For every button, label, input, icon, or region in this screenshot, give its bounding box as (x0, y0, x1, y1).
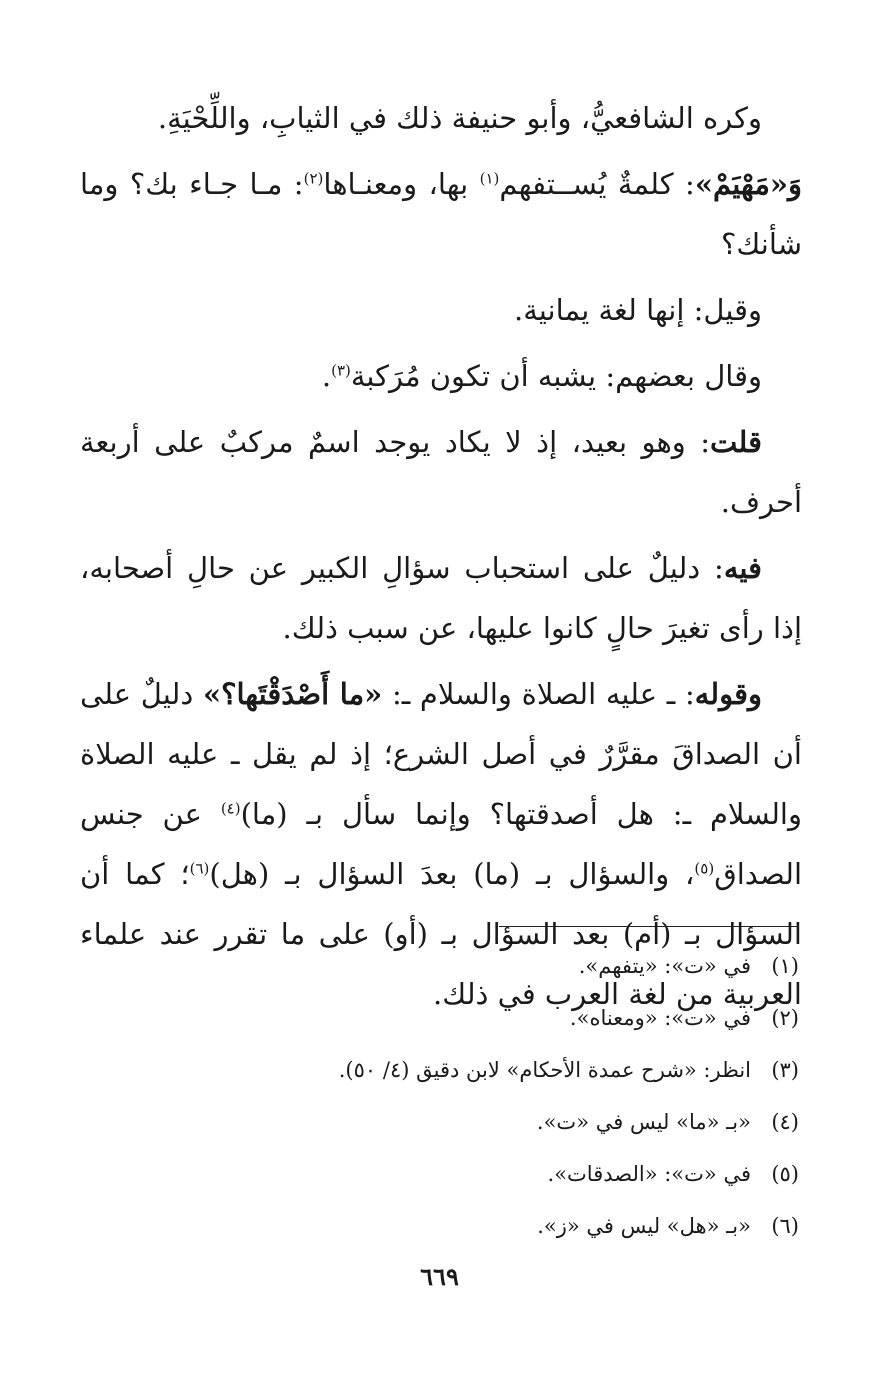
paragraph-2-text-2: بها، ومعنـاها (323, 167, 480, 201)
paragraph-1 (80, 88, 802, 148)
paragraph-7-text-5: ؛ كما أن السؤال بـ (أم) بعد السؤال بـ (أو) على ما تقرر عند علماء العربية من لغة العرب في ذلك. (80, 857, 802, 1011)
paragraph-2-text-3: : مـا جـاء بك؟ وما شأنك؟ (80, 167, 802, 261)
footnote-1 (77, 940, 799, 992)
label-fihi: فيه (723, 551, 762, 585)
paragraph-7-text-2: دليلٌ على أن الصداقَ مقرَّرٌ في أصل الشرع؛ إذ لم يقل ـ عليه الصلاة والسلام ـ: هل أصدقتها؟ وإنما سأل بـ (ما) (80, 677, 802, 831)
footnote-number: (٥) (771, 1162, 799, 1186)
footnote-number: (٤) (771, 1110, 799, 1134)
footnotes (77, 940, 799, 1252)
footnote-text: في «ت»: «يتفهم». (578, 954, 751, 978)
paragraph-2 (80, 154, 802, 274)
term-mahyam: وَ«مَهْيَمْ» (694, 167, 803, 201)
paragraph-6-text: : دليلٌ على استحباب سؤالِ الكبير عن حالِ أصحابه، إذا رأى تغيرَ حالٍ كانوا عليها، عن سبب ذلك. (80, 551, 802, 645)
footnote-number: (٣) (771, 1058, 799, 1082)
footnote-text: «بـ «هل» ليس في «ز». (537, 1214, 751, 1238)
paragraph-3-text: وقيل: إنها لغة يمانية. (514, 293, 762, 327)
footnote-3 (77, 1044, 799, 1096)
footnote-4 (77, 1096, 799, 1148)
footnote-ref-6: (٦) (189, 859, 210, 878)
label-waqawluhu: وقوله (694, 677, 762, 711)
footnote-number: (١) (771, 954, 799, 978)
footnote-5 (77, 1148, 799, 1200)
footnote-text: «بـ «ما» ليس في «ت». (536, 1110, 751, 1134)
paragraph-4 (80, 346, 802, 406)
paragraph-1-text: وكره الشافعيُّ، وأبو حنيفة ذلك في الثيابِ، واللِّحْيَةِ. (157, 101, 762, 135)
footnote-ref-1: (١) (479, 169, 500, 188)
footnote-text: في «ت»: «الصدقات». (547, 1162, 751, 1186)
footnote-text: في «ت»: «ومعناه». (569, 1006, 751, 1030)
footnote-separator (499, 926, 799, 927)
paragraph-5 (80, 412, 802, 532)
footnote-ref-3: (٣) (331, 361, 351, 380)
hadith-quote: «ما أَصْدَقْتَها؟» (202, 677, 383, 711)
paragraph-4-text-2: . (321, 359, 332, 393)
footnote-number: (٢) (771, 1006, 799, 1030)
paragraph-7-text-4: ، والسؤال بـ (ما) بعدَ السؤال بـ (هل) (209, 857, 695, 891)
footnote-ref-5: (٥) (694, 859, 715, 878)
footnote-ref-4: (٤) (220, 799, 241, 818)
footnote-6 (77, 1200, 799, 1252)
paragraph-3 (80, 280, 802, 340)
label-qult: قلت (710, 425, 762, 459)
main-text (80, 88, 802, 1030)
paragraph-6 (80, 538, 802, 658)
footnote-number: (٦) (771, 1214, 799, 1238)
paragraph-2-text-1: : كلمةٌ يُســتفهم (499, 167, 695, 201)
page-number: ٦٦٩ (420, 1262, 459, 1291)
footnote-2 (77, 992, 799, 1044)
paragraph-7-text-3: عن جنس الصداق (80, 797, 803, 891)
footnote-text: انظر: «شرح عمدة الأحكام» لابن دقيق (٤/ ٥٠). (338, 1058, 751, 1082)
paragraph-4-text-1: وقال بعضهم: يشبه أن تكون مُرَكبة (350, 359, 762, 393)
footnote-ref-2: (٢) (303, 169, 324, 188)
paragraph-7-text-1: : ـ عليه الصلاة والسلام ـ: (382, 677, 695, 711)
paragraph-5-text: : وهو بعيد، إذ لا يكاد يوجد اسمٌ مركبٌ على أربعة أحرف. (80, 425, 802, 519)
